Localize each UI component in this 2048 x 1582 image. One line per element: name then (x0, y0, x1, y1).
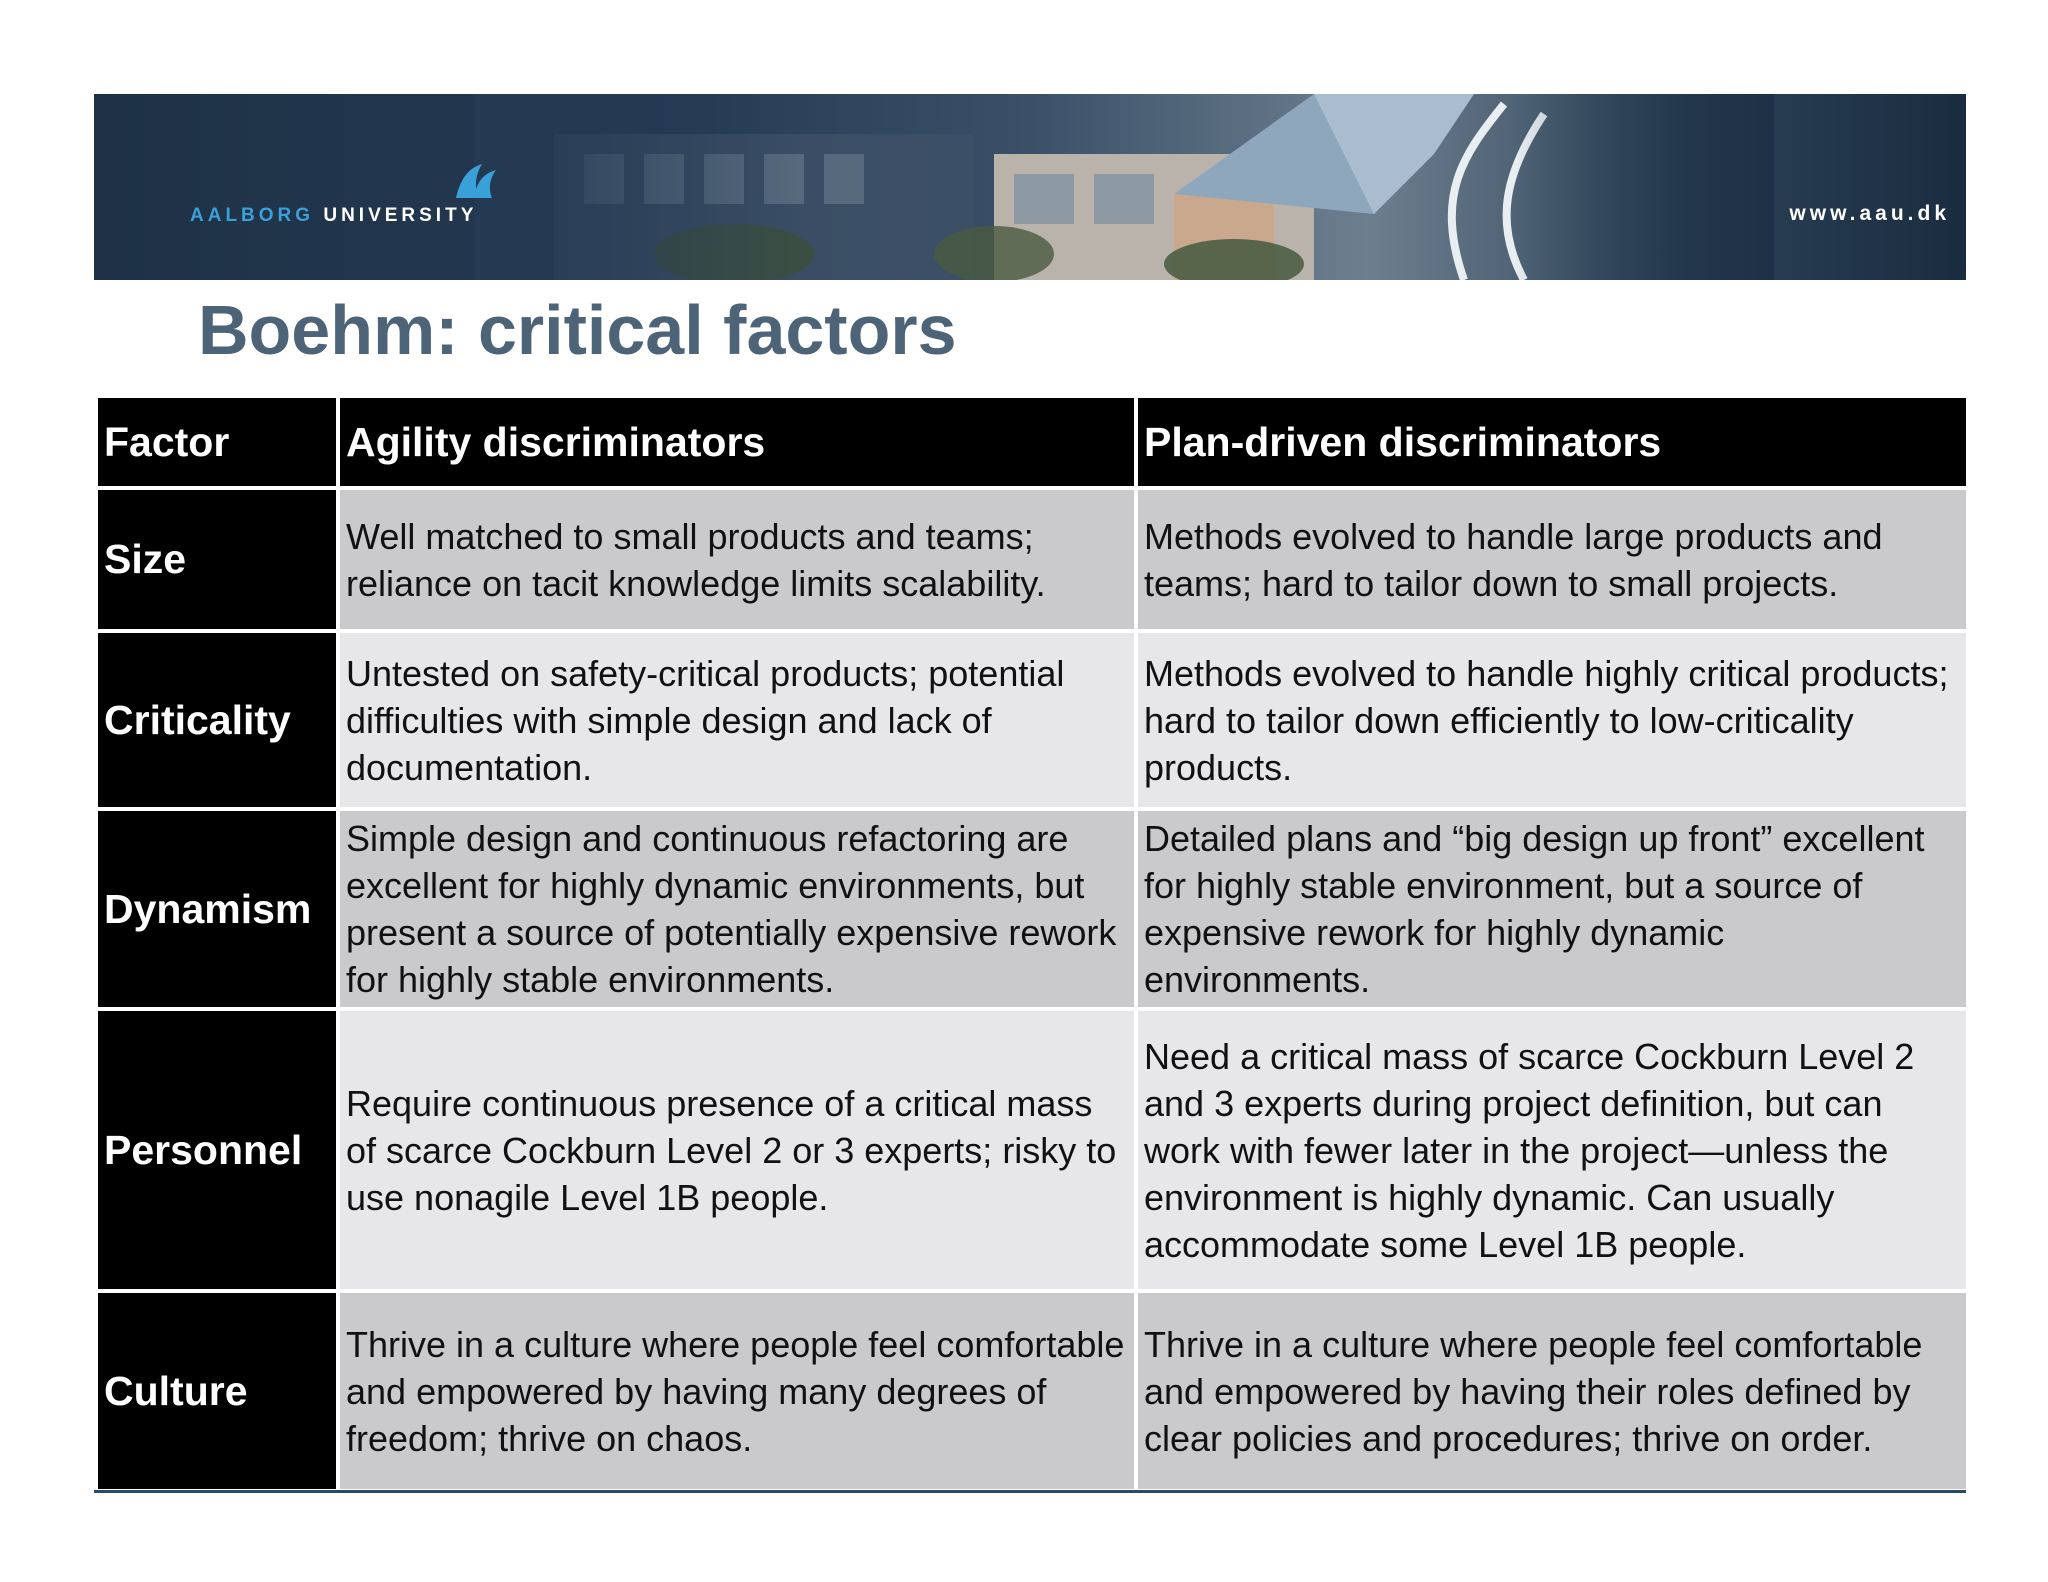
university-logo-icon (452, 160, 500, 200)
university-url[interactable]: www.aau.dk (1789, 202, 1950, 225)
table-header-row (96, 396, 1968, 488)
row-label: Dynamism (96, 809, 338, 1009)
column-header-plan-driven: Plan-driven discriminators (1136, 396, 1968, 488)
agility-cell: Simple design and continuous refactoring are excellent for highly dynamic environments, but present a source of potentially expensive rework for highly stable environments. (338, 809, 1136, 1009)
plan-driven-cell: Detailed plans and “big design up front” excellent for highly stable environment, but a source of expensive rework for highly dynamic environments. (1136, 809, 1968, 1009)
plan-driven-cell: Need a critical mass of scarce Cockburn Level 2 and 3 experts during project definition, but can work with fewer later in the project—unless the environment is highly dynamic. Can usually accommodate some Level 1B people. (1136, 1009, 1968, 1291)
footer-divider (94, 1490, 1966, 1493)
plan-driven-cell: Thrive in a culture where people feel comfortable and empowered by having their roles defined by clear policies and procedures; thrive on order. (1136, 1291, 1968, 1491)
table-row-personnel (96, 1009, 1968, 1291)
header-banner (94, 94, 1966, 280)
university-name (190, 205, 477, 227)
campus-building-image (474, 94, 1774, 280)
critical-factors-table (94, 394, 1970, 1493)
table-row-dynamism (96, 809, 1968, 1009)
plan-driven-cell: Methods evolved to handle highly critical products; hard to tailor down efficiently to low-criticality products. (1136, 631, 1968, 809)
university-name-university: UNIVERSITY (323, 205, 478, 226)
row-label: Personnel (96, 1009, 338, 1291)
row-label: Criticality (96, 631, 338, 809)
university-name-aalborg: AALBORG (190, 205, 315, 226)
row-label: Size (96, 488, 338, 631)
agility-cell: Untested on safety-critical products; potential difficulties with simple design and lack of documentation. (338, 631, 1136, 809)
column-header-factor: Factor (96, 396, 338, 488)
table-row-culture (96, 1291, 1968, 1491)
row-label: Culture (96, 1291, 338, 1491)
agility-cell: Require continuous presence of a critical mass of scarce Cockburn Level 2 or 3 experts; risky to use nonagile Level 1B people. (338, 1009, 1136, 1291)
page-title: Boehm: critical factors (198, 291, 957, 369)
agility-cell: Thrive in a culture where people feel comfortable and empowered by having many degrees of freedom; thrive on chaos. (338, 1291, 1136, 1491)
agility-cell: Well matched to small products and teams; reliance on tacit knowledge limits scalability. (338, 488, 1136, 631)
plan-driven-cell: Methods evolved to handle large products and teams; hard to tailor down to small projects. (1136, 488, 1968, 631)
column-header-agility: Agility discriminators (338, 396, 1136, 488)
table-row-criticality (96, 631, 1968, 809)
table-row-size (96, 488, 1968, 631)
